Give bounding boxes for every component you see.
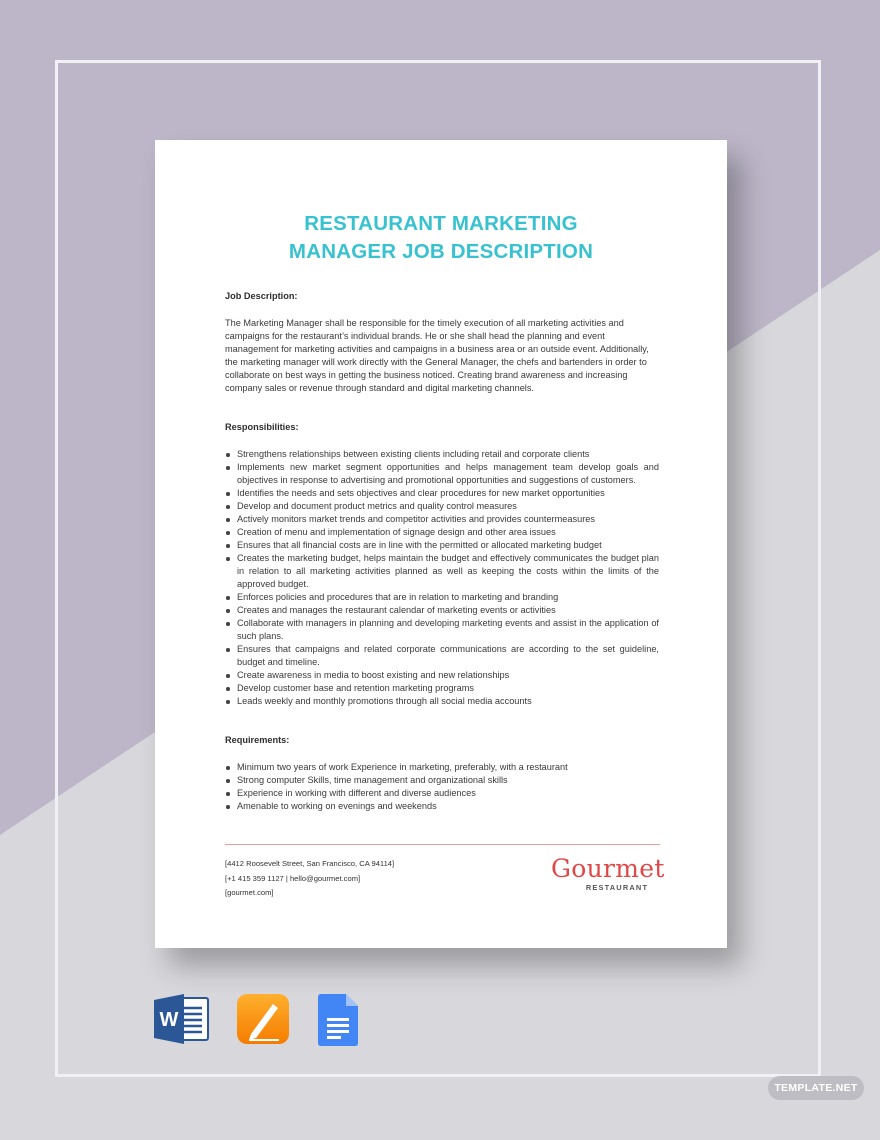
template-net-badge[interactable]: TEMPLATE.NET xyxy=(768,1076,864,1100)
document-page xyxy=(155,140,727,948)
footer-website: [gourmet.com] xyxy=(225,888,274,897)
document-title xyxy=(155,210,727,266)
list-item: Creation of menu and implementation of signage design and other area issues xyxy=(225,526,659,539)
word-icon[interactable] xyxy=(154,994,210,1044)
document-body xyxy=(225,290,659,813)
footer-contact xyxy=(225,857,394,901)
footer-address: [4412 Roosevelt Street, San Francisco, CA 94114] xyxy=(225,859,395,868)
requirements-heading: Requirements: xyxy=(225,735,290,745)
list-item: Actively monitors market trends and competitor activities and provides countermeasures xyxy=(225,513,659,526)
list-item: Strong computer Skills, time management and organizational skills xyxy=(225,774,659,787)
list-item: Ensures that all financial costs are in line with the permitted or allocated marketing budget xyxy=(225,539,659,552)
document-title-line-1: RESTAURANT MARKETING xyxy=(304,212,578,235)
list-item: Leads weekly and monthly promotions through all social media accounts xyxy=(225,695,659,708)
list-item: Creates and manages the restaurant calendar of marketing events or activities xyxy=(225,604,659,617)
list-item: Develop customer base and retention marketing programs xyxy=(225,682,659,695)
svg-text:W: W xyxy=(159,1009,179,1031)
requirements-list xyxy=(225,761,659,813)
logo-name: Gourmet xyxy=(551,854,665,883)
list-item: Develop and document product metrics and quality control measures xyxy=(225,500,659,513)
list-item: Identifies the needs and sets objectives and clear procedures for new market opportunities xyxy=(225,487,659,500)
list-item: Creates the marketing budget, helps maintain the budget and effectively communicates the budget plan in relation to all marketing activities planned as well as keeping the costs within the limits of the approved budget. xyxy=(225,552,659,591)
document-title-line-2: MANAGER JOB DESCRIPTION xyxy=(288,240,594,263)
list-item: Experience in working with different and diverse audiences xyxy=(225,787,659,800)
list-item: Enforces policies and procedures that are in relation to marketing and branding xyxy=(225,591,659,604)
google-docs-icon[interactable] xyxy=(318,994,358,1046)
list-item: Collaborate with managers in planning and developing marketing events and assist in the application of such plans. xyxy=(225,617,659,643)
footer-phone-email: [+1 415 359 1127 | hello@gourmet.com] xyxy=(225,873,361,883)
list-item: Amenable to working on evenings and weekends xyxy=(225,800,659,813)
list-item: Implements new market segment opportunities and helps management team develop goals and objectives in response to advertising and promotional opportunities and suggestions of customers. xyxy=(225,461,659,487)
job-description-text: The Marketing Manager shall be responsible for the timely execution of all marketing activities and campaigns for the restaurant’s individual brands. He or she shall head the planning and event management for marketing activities and campaigns in a business area or an outside event. Additionally, the marketing manager will work directly with the General Manager, the chefs and bartenders in order to collaborate on best ways in getting the business noticed. Creating brand awareness and increasing company sales or revenue through standard and digital marketing channels. xyxy=(225,318,649,393)
logo-subtitle: RESTAURANT xyxy=(585,883,649,892)
gourmet-logo xyxy=(551,854,665,892)
list-item: Strengthens relationships between existing clients including retail and corporate clients xyxy=(225,448,659,461)
job-description-heading: Job Description: xyxy=(225,291,298,301)
list-item: Minimum two years of work Experience in marketing, preferably, with a restaurant xyxy=(225,761,659,774)
footer-divider xyxy=(225,844,660,845)
list-item: Ensures that campaigns and related corporate communications are according to the set guideline, budget and timeline. xyxy=(225,643,659,669)
responsibilities-heading: Responsibilities: xyxy=(225,422,299,432)
list-item: Create awareness in media to boost existing and new relationships xyxy=(225,669,659,682)
pages-icon[interactable] xyxy=(237,994,289,1046)
responsibilities-list xyxy=(225,448,659,708)
